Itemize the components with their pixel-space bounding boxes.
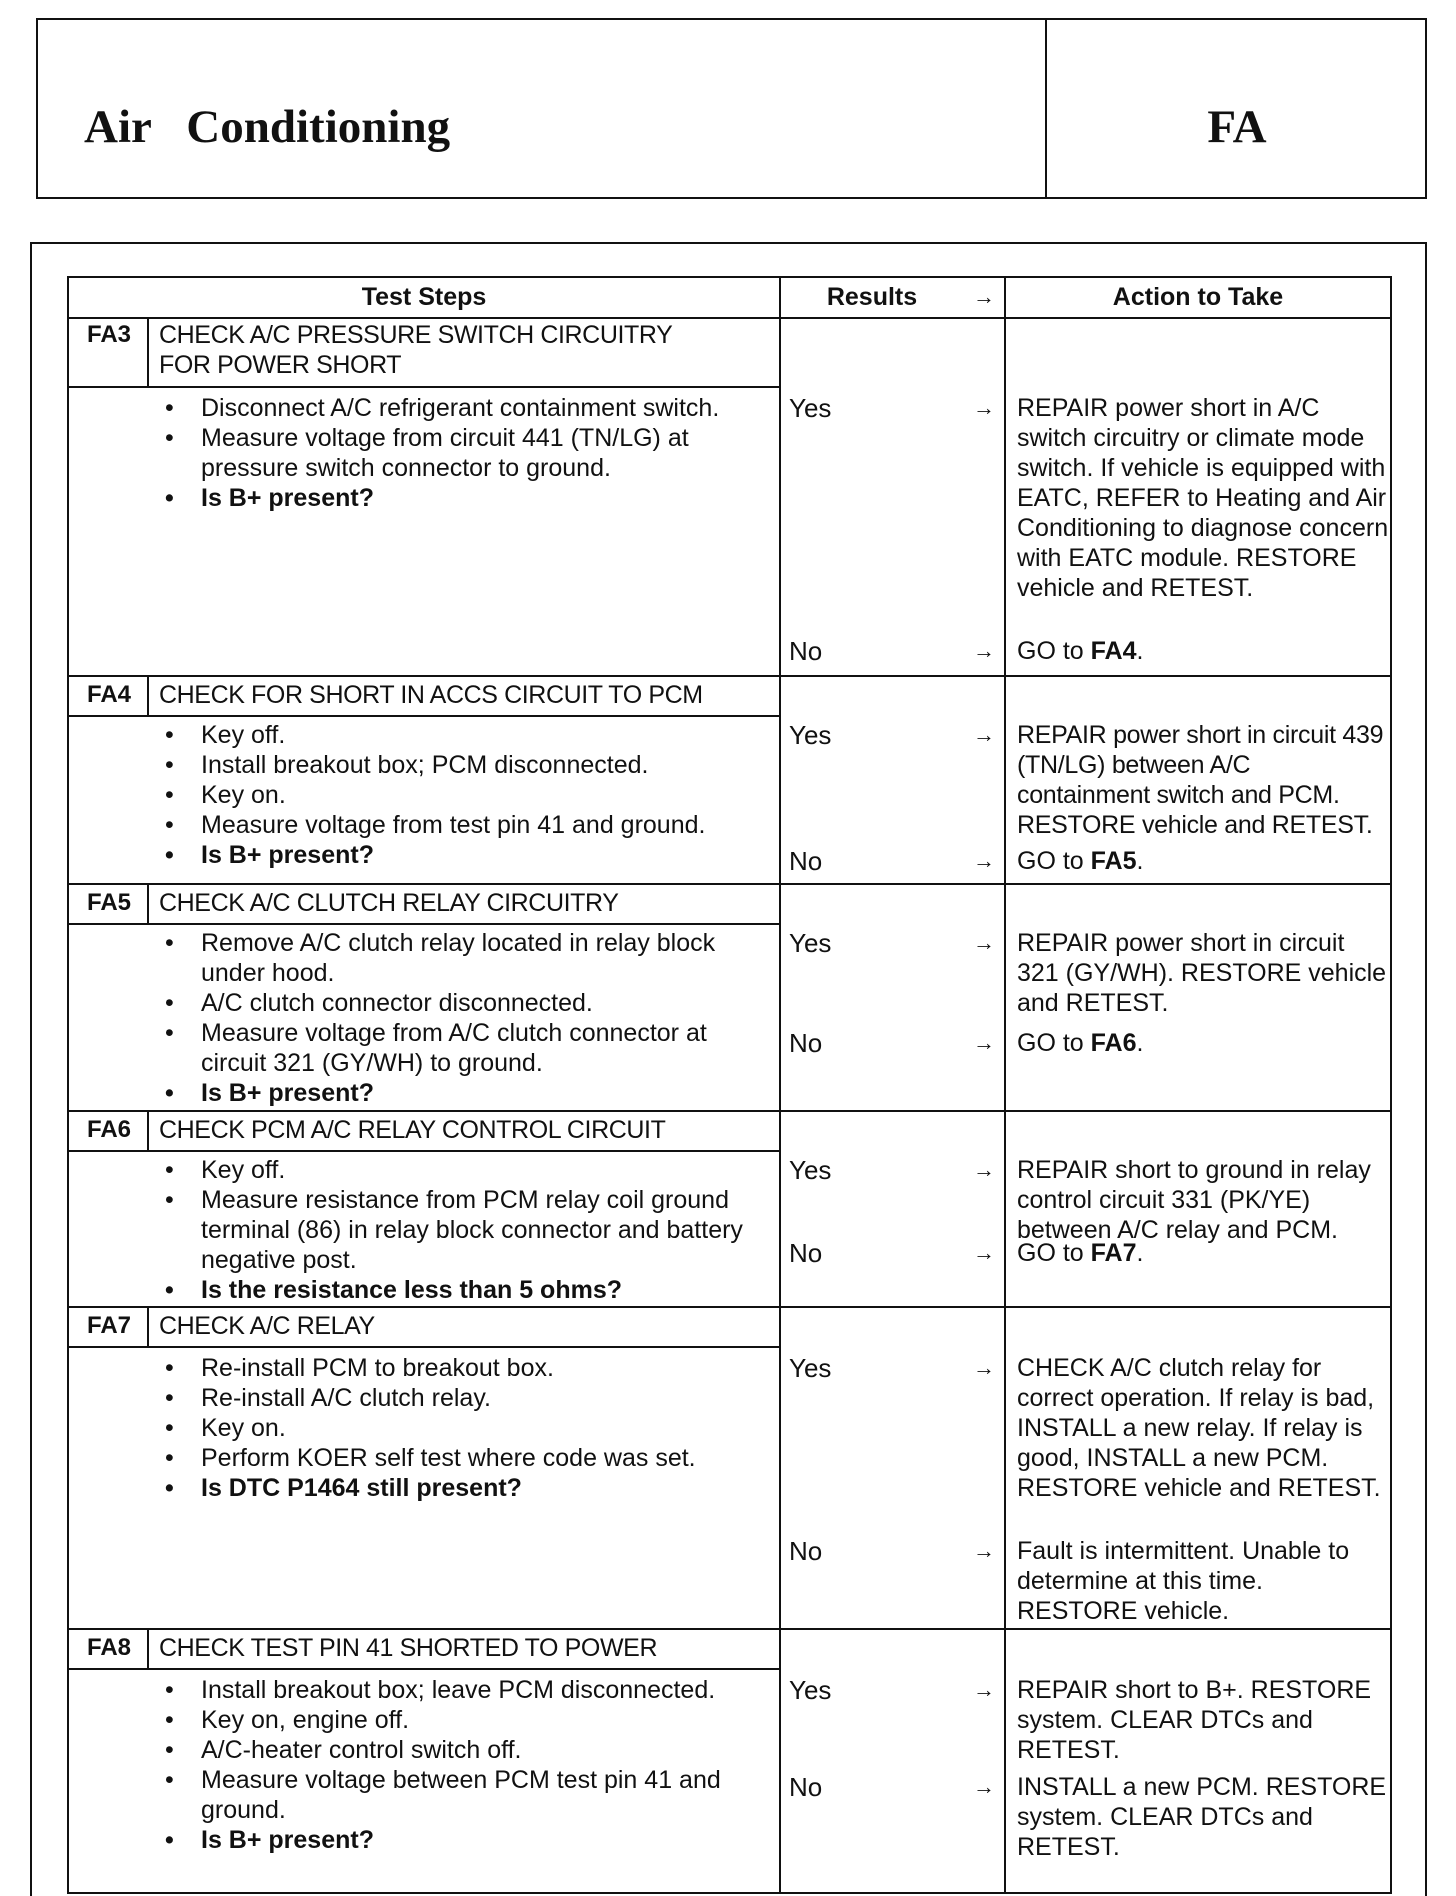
step-question: • Is B+ present? (159, 1825, 779, 1855)
step-id: FA7 (86, 1312, 131, 1339)
action-end: . (1136, 1239, 1144, 1267)
step-question: • Is B+ present? (159, 840, 779, 870)
action-goto-step: FA7 (1090, 1239, 1137, 1267)
id-divider-fa6 (147, 1110, 149, 1150)
step-title: CHECK PCM A/C RELAY CONTROL CIRCUIT (159, 1116, 666, 1144)
arrow-icon: → (973, 1677, 995, 1702)
action-text: GO to (1017, 637, 1091, 665)
result-yes: Yes (789, 393, 832, 423)
step-instructions (159, 1155, 779, 1305)
result-no: No (789, 846, 823, 876)
id-divider-fa4 (147, 675, 149, 715)
instruction: • Key off. (159, 1155, 779, 1185)
action-end: . (1136, 637, 1144, 665)
section-title: Air Conditioning (84, 101, 451, 153)
step-id: FA8 (86, 1634, 131, 1661)
action-no: Fault is intermittent. Unable to determine at this time. RESTORE vehicle. (1017, 1537, 1350, 1625)
instruction: • Re-install A/C clutch relay. (159, 1383, 779, 1413)
action-yes: REPAIR short to B+. RESTORE system. CLEAR DTCs and RETEST. (1017, 1676, 1372, 1764)
step-instructions (159, 393, 779, 513)
instruction: • Measure voltage from A/C clutch connector at circuit 321 (GY/WH) to ground. (159, 1018, 779, 1078)
arrow-icon: → (973, 1240, 995, 1265)
result-yes: Yes (789, 720, 832, 750)
action-text: GO to (1017, 1029, 1091, 1057)
id-divider-fa5 (147, 883, 149, 923)
action-goto-step: FA6 (1090, 1029, 1137, 1057)
action-yes: CHECK A/C clutch relay for correct operation. If relay is bad, INSTALL a new relay. If relay is good, INSTALL a new PCM. RESTORE vehicle and RETEST. (1017, 1354, 1381, 1502)
row-divider-fa4 (69, 675, 1390, 677)
action-no (1017, 636, 1389, 666)
results-action-divider (1004, 278, 1006, 1892)
instruction: • A/C-heater control switch off. (159, 1735, 779, 1765)
instruction: • Key on. (159, 1413, 779, 1443)
action-no (1017, 1238, 1389, 1268)
step-title: CHECK A/C CLUTCH RELAY CIRCUITRY (159, 889, 619, 917)
step-question: • Is the resistance less than 5 ohms? (159, 1275, 779, 1305)
section-code: FA (1207, 101, 1267, 153)
step-title: CHECK TEST PIN 41 SHORTED TO POWER (159, 1634, 658, 1662)
instruction: • Measure voltage from test pin 41 and ground. (159, 810, 779, 840)
step-question: • Is B+ present? (159, 483, 779, 513)
action-no (1017, 846, 1389, 876)
action-yes: REPAIR power short in A/C switch circuitry or climate mode switch. If vehicle is equipped with EATC, REFER to Heating and Air Conditioning to diagnose concern with EATC module. RESTORE vehicle and RETEST. (1017, 394, 1389, 602)
result-no: No (789, 1028, 823, 1058)
result-no: No (789, 636, 823, 666)
action-text: GO to (1017, 847, 1091, 875)
header-rule (69, 317, 1390, 319)
result-no: No (789, 1536, 823, 1566)
action-no: INSTALL a new PCM. RESTORE system. CLEAR DTCs and RETEST. (1017, 1773, 1387, 1861)
arrow-icon: → (973, 848, 995, 873)
step-title: CHECK A/C RELAY (159, 1312, 375, 1340)
column-header-arrow: → (973, 284, 995, 309)
step-title: CHECK FOR SHORT IN ACCS CIRCUIT TO PCM (159, 681, 703, 709)
step-id: FA4 (86, 681, 131, 708)
result-yes: Yes (789, 1353, 832, 1383)
page-header (36, 18, 1427, 199)
title-rule-fa5 (69, 923, 779, 925)
arrow-icon: → (973, 930, 995, 955)
action-yes: REPAIR power short in circuit 439 (TN/LG) between A/C containment switch and PCM. RESTORE vehicle and RETEST. (1017, 721, 1384, 839)
result-yes: Yes (789, 1675, 832, 1705)
column-header-action: Action to Take (1112, 283, 1284, 311)
row-divider-fa7 (69, 1306, 1390, 1308)
id-divider-fa7 (147, 1306, 149, 1346)
result-no: No (789, 1772, 823, 1802)
step-id: FA5 (86, 889, 131, 916)
step-question: • Is DTC P1464 still present? (159, 1473, 779, 1503)
arrow-icon: → (973, 1030, 995, 1055)
result-yes: Yes (789, 1155, 832, 1185)
instruction: • Perform KOER self test where code was set. (159, 1443, 779, 1473)
row-divider-fa5 (69, 883, 1390, 885)
instruction: • Measure voltage from circuit 441 (TN/LG) at pressure switch connector to ground. (159, 423, 779, 483)
instruction: • Re-install PCM to breakout box. (159, 1353, 779, 1383)
row-divider-fa6 (69, 1110, 1390, 1112)
result-no: No (789, 1238, 823, 1268)
arrow-icon: → (973, 1355, 995, 1380)
steps-results-divider (779, 278, 781, 1892)
row-divider-fa8 (69, 1628, 1390, 1630)
step-title: CHECK A/C PRESSURE SWITCH CIRCUITRY FOR POWER SHORT (159, 321, 672, 379)
action-end: . (1136, 1029, 1144, 1057)
arrow-icon: → (973, 722, 995, 747)
action-yes: REPAIR power short in circuit 321 (GY/WH). RESTORE vehicle and RETEST. (1017, 929, 1387, 1017)
step-id: FA3 (86, 321, 131, 348)
title-rule-fa8 (69, 1668, 779, 1670)
title-rule-fa3 (69, 386, 779, 388)
instruction: • Key on, engine off. (159, 1705, 779, 1735)
instruction: • Key on. (159, 780, 779, 810)
action-goto-step: FA5 (1090, 847, 1137, 875)
id-divider-fa8 (147, 1628, 149, 1668)
step-id: FA6 (86, 1116, 131, 1143)
action-text: GO to (1017, 1239, 1091, 1267)
instruction: • A/C clutch connector disconnected. (159, 988, 779, 1018)
instruction: • Remove A/C clutch relay located in relay block under hood. (159, 928, 779, 988)
instruction: • Install breakout box; PCM disconnected. (159, 750, 779, 780)
id-divider-fa3 (147, 317, 149, 386)
action-yes: REPAIR short to ground in relay control circuit 331 (PK/YE) between A/C relay and PCM. (1017, 1156, 1371, 1244)
step-instructions (159, 1353, 779, 1503)
instruction: • Install breakout box; leave PCM disconnected. (159, 1675, 779, 1705)
instruction: • Key off. (159, 720, 779, 750)
arrow-icon: → (973, 1157, 995, 1182)
title-rule-fa7 (69, 1346, 779, 1348)
arrow-icon: → (973, 395, 995, 420)
step-instructions (159, 720, 779, 870)
result-yes: Yes (789, 928, 832, 958)
arrow-icon: → (973, 638, 995, 663)
diagnostic-table (67, 276, 1392, 1894)
arrow-icon: → (973, 1774, 995, 1799)
title-rule-fa6 (69, 1150, 779, 1152)
instruction: • Measure resistance from PCM relay coil ground terminal (86) in relay block connector and battery negative post. (159, 1185, 779, 1275)
step-question: • Is B+ present? (159, 1078, 779, 1108)
action-no (1017, 1028, 1389, 1058)
step-instructions (159, 928, 779, 1108)
title-rule-fa4 (69, 715, 779, 717)
column-header-test-steps: Test Steps (361, 283, 487, 311)
action-goto-step: FA4 (1090, 637, 1137, 665)
action-end: . (1136, 847, 1144, 875)
instruction: • Measure voltage between PCM test pin 41 and ground. (159, 1765, 779, 1825)
arrow-icon: → (973, 1538, 995, 1563)
column-header-results: Results (826, 283, 918, 311)
instruction: • Disconnect A/C refrigerant containment switch. (159, 393, 779, 423)
step-instructions (159, 1675, 779, 1855)
